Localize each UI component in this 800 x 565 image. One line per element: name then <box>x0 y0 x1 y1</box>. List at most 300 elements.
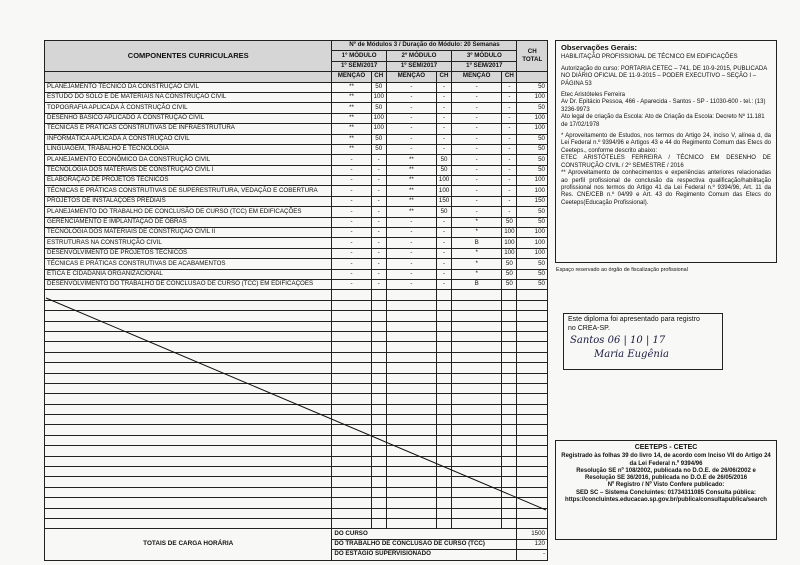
cell-m2: - <box>386 269 436 279</box>
empty-cell <box>45 508 332 518</box>
table-row <box>45 186 548 196</box>
empty-cell <box>517 518 548 528</box>
empty-cell <box>502 435 517 445</box>
ceeteps-line-2: Resolução SE nº 108/2002, publicada no D.O.E. de 26/06/2002 e <box>576 467 756 474</box>
cell-ch2: - <box>436 248 451 258</box>
empty-row <box>45 425 548 435</box>
cell-ch2: 100 <box>436 186 451 196</box>
etec-legal-act: Ato legal de criação da Escola: Ato de Criação da Escola: Decreto Nº 11.181 de 17/02/1978 <box>561 114 765 128</box>
empty-cell <box>436 394 451 404</box>
empty-cell <box>517 446 548 456</box>
component-name: PLANEJAMENTO TÉCNICO DA CONSTRUÇÃO CIVIL <box>45 82 332 92</box>
empty-cell <box>502 342 517 352</box>
table-row <box>45 269 548 279</box>
empty-row <box>45 508 548 518</box>
table-row <box>45 259 548 269</box>
curriculum-table <box>44 40 548 561</box>
empty-cell <box>436 331 451 341</box>
etec-name: Etec Aristóteles Ferreira <box>561 92 626 99</box>
empty-cell <box>452 498 502 508</box>
cell-ch2: - <box>436 217 451 227</box>
empty-cell <box>386 383 436 393</box>
note-1: * Aproveitamento de Estudos, nos termos do Artigo 24, inciso V, alínea d, da Lei Federal n.º 9394/96 e Artigos 43 e 44 do Regimento Comum das Etecs do Ceeteps., conforme descrito abaixo: <box>561 133 771 154</box>
empty-cell <box>452 518 502 528</box>
empty-cell <box>452 477 502 487</box>
cell-m3: * <box>452 259 502 269</box>
empty-row <box>45 394 548 404</box>
ceeteps-line-5: SED SC – Sistema Concluintes: 01734311085 Consulta pública: <box>575 489 757 496</box>
empty-cell <box>517 311 548 321</box>
empty-cell <box>386 435 436 445</box>
empty-cell <box>371 331 386 341</box>
empty-cell <box>452 342 502 352</box>
empty-row <box>45 498 548 508</box>
cell-ch3: - <box>502 124 517 134</box>
empty-cell <box>502 477 517 487</box>
empty-cell <box>517 477 548 487</box>
empty-row <box>45 311 548 321</box>
empty-cell <box>45 498 332 508</box>
empty-cell <box>436 415 451 425</box>
cell-ch2: - <box>436 113 451 123</box>
cell-m2: - <box>386 248 436 258</box>
cell-total: 100 <box>517 124 548 134</box>
cell-total: 50 <box>517 269 548 279</box>
empty-cell <box>452 352 502 362</box>
empty-cell <box>517 342 548 352</box>
empty-cell <box>45 456 332 466</box>
cell-ch1: - <box>371 176 386 186</box>
total-tcc-value: 120 <box>517 539 548 549</box>
empty-cell <box>386 467 436 477</box>
empty-cell <box>371 435 386 445</box>
mencao-2-header: MENÇÃO <box>386 72 436 82</box>
module-2-header: 2º MÓDULO <box>386 51 451 61</box>
table-row <box>45 217 548 227</box>
table-row <box>45 165 548 175</box>
component-name: TÉCNICAS E PRÁTICAS CONSTRUTIVAS DE SUPERESTRUTURA, VEDAÇÃO E COBERTURA <box>45 186 332 196</box>
empty-cell <box>45 446 332 456</box>
empty-cell <box>502 321 517 331</box>
signature-date: Santos 06 | 10 | 17 <box>570 335 666 346</box>
empty-cell <box>332 383 371 393</box>
cell-total: 100 <box>517 238 548 248</box>
table-row <box>45 144 548 154</box>
table-row <box>45 207 548 217</box>
empty-cell <box>452 383 502 393</box>
stamp-line-1: Este diploma foi apresentado para registro <box>568 316 700 323</box>
cell-ch1: - <box>371 248 386 258</box>
empty-cell <box>452 456 502 466</box>
total-internship-value: - <box>517 550 548 560</box>
cell-ch2: - <box>436 103 451 113</box>
empty-cell <box>436 508 451 518</box>
empty-cell <box>436 373 451 383</box>
cell-ch2: 50 <box>436 165 451 175</box>
cell-ch1: - <box>371 207 386 217</box>
semester-3-header: 1º SEM/2017 <box>452 61 517 71</box>
empty-cell <box>517 331 548 341</box>
empty-cell <box>452 311 502 321</box>
empty-cell <box>436 311 451 321</box>
note-2: ** Aproveitamento de conhecimentos e experiências anteriores relacionadas ao perfil profissional de conclusão da respectiva qualificação/habilitação profissional nos termos do Artigo 41 da Lei Federal n.º 9394/96, Art. 11 da Res. CNE/CEB n.º 04/99 e Art. 43 do Regimento Comum das Etecs do Ceeteps(Educação Profissional). <box>561 170 771 206</box>
cell-m2: ** <box>386 196 436 206</box>
empty-cell <box>45 363 332 373</box>
empty-cell <box>452 467 502 477</box>
empty-cell <box>332 342 371 352</box>
empty-row <box>45 415 548 425</box>
empty-cell <box>436 342 451 352</box>
cell-ch3: 50 <box>502 279 517 289</box>
empty-cell <box>517 383 548 393</box>
empty-cell <box>436 498 451 508</box>
empty-cell <box>517 425 548 435</box>
empty-row <box>45 321 548 331</box>
empty-row <box>45 290 548 300</box>
component-name: TÉCNICAS E PRÁTICAS CONSTRUTIVAS DE INFRAESTRUTURA <box>45 124 332 134</box>
empty-cell <box>332 435 371 445</box>
cell-m2: - <box>386 238 436 248</box>
component-name: DESENVOLVIMENTO DO TRABALHO DE CONCLUSÃO DE CURSO (TCC) EM EDIFICAÇÕES <box>45 279 332 289</box>
module-1-header: 1º MÓDULO <box>332 51 386 61</box>
note-1b: ETEC ARISTÓTELES FERREIRA / TÉCNICO EM DESENHO DE CONSTRUÇÃO CIVIL / 2º SEMESTRE / 2016 <box>561 155 771 169</box>
table-row <box>45 82 548 92</box>
empty-cell <box>386 446 436 456</box>
modules-title: Nº de Módulos 3 / Duração do Módulo: 20 Semanas <box>332 41 517 51</box>
cell-total: 50 <box>517 165 548 175</box>
empty-cell <box>436 477 451 487</box>
empty-cell <box>452 321 502 331</box>
empty-cell <box>436 290 451 300</box>
empty-cell <box>517 352 548 362</box>
curriculum-body <box>45 82 548 529</box>
cell-ch2: - <box>436 92 451 102</box>
cell-total: 100 <box>517 186 548 196</box>
cell-ch1: - <box>371 217 386 227</box>
observations-panel <box>555 40 777 263</box>
empty-cell <box>436 404 451 414</box>
empty-cell <box>371 383 386 393</box>
cell-ch3: - <box>502 165 517 175</box>
cell-m3: - <box>452 82 502 92</box>
empty-cell <box>332 300 371 310</box>
empty-cell <box>332 321 371 331</box>
empty-cell <box>371 342 386 352</box>
empty-row <box>45 404 548 414</box>
component-name: INFORMÁTICA APLICADA À CONSTRUÇÃO CIVIL <box>45 134 332 144</box>
module-3-header: 3º MÓDULO <box>452 51 517 61</box>
cell-total: 50 <box>517 155 548 165</box>
empty-cell <box>502 467 517 477</box>
empty-cell <box>332 363 371 373</box>
empty-cell <box>371 404 386 414</box>
empty-cell <box>517 487 548 497</box>
table-row <box>45 248 548 258</box>
cell-ch2: - <box>436 82 451 92</box>
cell-m3: - <box>452 186 502 196</box>
empty-cell <box>452 290 502 300</box>
cell-m2: ** <box>386 207 436 217</box>
empty-cell <box>436 518 451 528</box>
empty-cell <box>386 300 436 310</box>
empty-cell <box>371 456 386 466</box>
empty-cell <box>45 331 332 341</box>
empty-cell <box>332 331 371 341</box>
empty-cell <box>45 477 332 487</box>
cell-total: 50 <box>517 259 548 269</box>
cell-ch1: 50 <box>371 82 386 92</box>
empty-cell <box>332 446 371 456</box>
empty-cell <box>452 487 502 497</box>
components-header: COMPONENTES CURRICULARES <box>45 41 332 72</box>
ceeteps-register-box <box>555 440 777 540</box>
cell-ch1: 50 <box>371 144 386 154</box>
empty-cell <box>452 435 502 445</box>
empty-cell <box>452 331 502 341</box>
empty-cell <box>436 383 451 393</box>
empty-cell <box>502 456 517 466</box>
empty-cell <box>452 373 502 383</box>
cell-ch2: - <box>436 228 451 238</box>
empty-cell <box>371 467 386 477</box>
ch-3-header: CH <box>502 72 517 82</box>
component-name: ESTUDO DO SOLO E DE MATERIAIS NA CONSTRUÇÃO CIVIL <box>45 92 332 102</box>
cell-ch3: 50 <box>502 269 517 279</box>
empty-cell <box>436 467 451 477</box>
component-name: TOPOGRAFIA APLICADA À CONSTRUÇÃO CIVIL <box>45 103 332 113</box>
cell-m1: - <box>332 269 371 279</box>
cell-m3: - <box>452 134 502 144</box>
totals-row <box>45 529 548 539</box>
empty-cell <box>502 446 517 456</box>
empty-cell <box>436 300 451 310</box>
cell-m1: - <box>332 248 371 258</box>
cell-ch3: 50 <box>502 259 517 269</box>
empty-cell <box>332 394 371 404</box>
empty-cell <box>386 477 436 487</box>
empty-cell <box>502 352 517 362</box>
empty-cell <box>502 311 517 321</box>
cell-m1: ** <box>332 124 371 134</box>
empty-cell <box>45 383 332 393</box>
cell-m1: - <box>332 238 371 248</box>
empty-cell <box>332 477 371 487</box>
component-name: PROJETOS DE INSTALAÇÕES PREDIAIS <box>45 196 332 206</box>
empty-cell <box>452 363 502 373</box>
component-name: ELABORAÇÃO DE PROJETOS TÉCNICOS <box>45 176 332 186</box>
cell-m3: - <box>452 207 502 217</box>
cell-m3: - <box>452 176 502 186</box>
cell-ch1: - <box>371 269 386 279</box>
empty-cell <box>371 394 386 404</box>
ceeteps-line-3: Resolução SE 36/2016, publicada no D.O.E de 26/05/2016 <box>584 475 748 482</box>
cell-ch1: - <box>371 238 386 248</box>
cell-m3: - <box>452 165 502 175</box>
cell-total: 150 <box>517 196 548 206</box>
cell-ch2: - <box>436 259 451 269</box>
empty-cell <box>332 290 371 300</box>
empty-row <box>45 383 548 393</box>
empty-cell <box>436 352 451 362</box>
cell-ch3: - <box>502 186 517 196</box>
cell-ch3: - <box>502 196 517 206</box>
empty-cell <box>436 446 451 456</box>
cell-m3: - <box>452 92 502 102</box>
cell-total: 100 <box>517 176 548 186</box>
empty-cell <box>502 518 517 528</box>
empty-cell <box>386 342 436 352</box>
empty-row <box>45 300 548 310</box>
empty-row <box>45 446 548 456</box>
cell-m1: - <box>332 217 371 227</box>
ch-1-header: CH <box>371 72 386 82</box>
table-row <box>45 92 548 102</box>
cell-ch1: - <box>371 259 386 269</box>
empty-cell <box>371 352 386 362</box>
empty-cell <box>452 508 502 518</box>
empty-cell <box>452 415 502 425</box>
empty-cell <box>436 435 451 445</box>
cell-m2: - <box>386 228 436 238</box>
empty-row <box>45 518 548 528</box>
empty-cell <box>332 518 371 528</box>
empty-cell <box>371 487 386 497</box>
table-row <box>45 134 548 144</box>
empty-cell <box>45 290 332 300</box>
cell-m1: - <box>332 259 371 269</box>
table-row <box>45 238 548 248</box>
empty-cell <box>452 404 502 414</box>
empty-cell <box>386 363 436 373</box>
empty-cell <box>371 321 386 331</box>
cell-m3: * <box>452 248 502 258</box>
cell-ch2: - <box>436 279 451 289</box>
cell-m2: ** <box>386 186 436 196</box>
cell-ch3: - <box>502 144 517 154</box>
cell-ch1: 100 <box>371 92 386 102</box>
empty-cell <box>502 425 517 435</box>
cell-m3: - <box>452 124 502 134</box>
cell-total: 100 <box>517 228 548 238</box>
cell-ch2: - <box>436 269 451 279</box>
mencao-3-header: MENÇÃO <box>452 72 502 82</box>
empty-cell <box>371 373 386 383</box>
cell-ch2: 150 <box>436 196 451 206</box>
ceeteps-title: CEETEPS - CETEC <box>634 444 698 451</box>
reserved-space-label: Espaço reservado ao órgão de fiscalização profissional <box>556 267 688 273</box>
table-row <box>45 113 548 123</box>
cell-m2: - <box>386 124 436 134</box>
semester-2-header: 1º SEM/2017 <box>386 61 451 71</box>
table-row <box>45 228 548 238</box>
cell-m1: - <box>332 207 371 217</box>
cell-ch1: 50 <box>371 134 386 144</box>
component-name: PLANEJAMENTO ECONÔMICO DA CONSTRUÇÃO CIVIL <box>45 155 332 165</box>
empty-cell <box>45 404 332 414</box>
empty-cell <box>371 300 386 310</box>
empty-cell <box>332 415 371 425</box>
cell-ch2: - <box>436 134 451 144</box>
cell-ch3: - <box>502 82 517 92</box>
empty-cell <box>386 518 436 528</box>
cell-m2: - <box>386 144 436 154</box>
totals-label: TOTAIS DE CARGA HORÁRIA <box>45 529 332 560</box>
empty-cell <box>517 435 548 445</box>
empty-cell <box>371 518 386 528</box>
table-row <box>45 155 548 165</box>
signature-name: Maria Eugênia <box>594 349 669 360</box>
component-name: ÉTICA E CIDADANIA ORGANIZACIONAL <box>45 269 332 279</box>
empty-cell <box>386 290 436 300</box>
empty-cell <box>371 477 386 487</box>
cell-m2: - <box>386 113 436 123</box>
component-name: PLANEJAMENTO DO TRABALHO DE CONCLUSÃO DE CURSO (TCC) EM EDIFICAÇÕES <box>45 207 332 217</box>
cell-m2: - <box>386 217 436 227</box>
empty-cell <box>386 373 436 383</box>
empty-cell <box>517 415 548 425</box>
empty-cell <box>45 342 332 352</box>
empty-cell <box>502 498 517 508</box>
cell-m3: - <box>452 113 502 123</box>
empty-row <box>45 342 548 352</box>
cell-m2: - <box>386 134 436 144</box>
cell-ch1: 100 <box>371 113 386 123</box>
empty-cell <box>502 508 517 518</box>
cell-ch3: - <box>502 155 517 165</box>
cell-total: 100 <box>517 113 548 123</box>
empty-cell <box>386 415 436 425</box>
cell-ch3: - <box>502 176 517 186</box>
empty-cell <box>371 311 386 321</box>
cell-total: 50 <box>517 279 548 289</box>
cell-ch3: - <box>502 92 517 102</box>
cell-ch2: 100 <box>436 176 451 186</box>
cell-total: 50 <box>517 207 548 217</box>
cell-m3: * <box>452 217 502 227</box>
empty-row <box>45 467 548 477</box>
empty-cell <box>502 373 517 383</box>
cell-m1: - <box>332 165 371 175</box>
cell-ch1: - <box>371 279 386 289</box>
cell-m1: ** <box>332 82 371 92</box>
cell-m1: ** <box>332 103 371 113</box>
blank-total-header <box>517 72 548 82</box>
table-row <box>45 279 548 289</box>
empty-cell <box>436 363 451 373</box>
ceeteps-line-4: Nº Registro / Nº Visto Confere publicado: <box>607 482 725 489</box>
empty-cell <box>371 498 386 508</box>
empty-row <box>45 352 548 362</box>
component-name: ESTRUTURAS NA CONSTRUÇÃO CIVIL <box>45 238 332 248</box>
cell-total: 50 <box>517 103 548 113</box>
table-row <box>45 176 548 186</box>
cell-m1: ** <box>332 144 371 154</box>
empty-cell <box>452 394 502 404</box>
empty-cell <box>371 425 386 435</box>
empty-cell <box>386 508 436 518</box>
empty-cell <box>502 394 517 404</box>
empty-cell <box>45 321 332 331</box>
crea-stamp <box>563 313 723 370</box>
cell-total: 50 <box>517 217 548 227</box>
empty-cell <box>371 415 386 425</box>
empty-cell <box>332 508 371 518</box>
empty-cell <box>452 446 502 456</box>
cell-ch1: - <box>371 228 386 238</box>
empty-cell <box>386 456 436 466</box>
empty-row <box>45 331 548 341</box>
empty-cell <box>386 487 436 497</box>
